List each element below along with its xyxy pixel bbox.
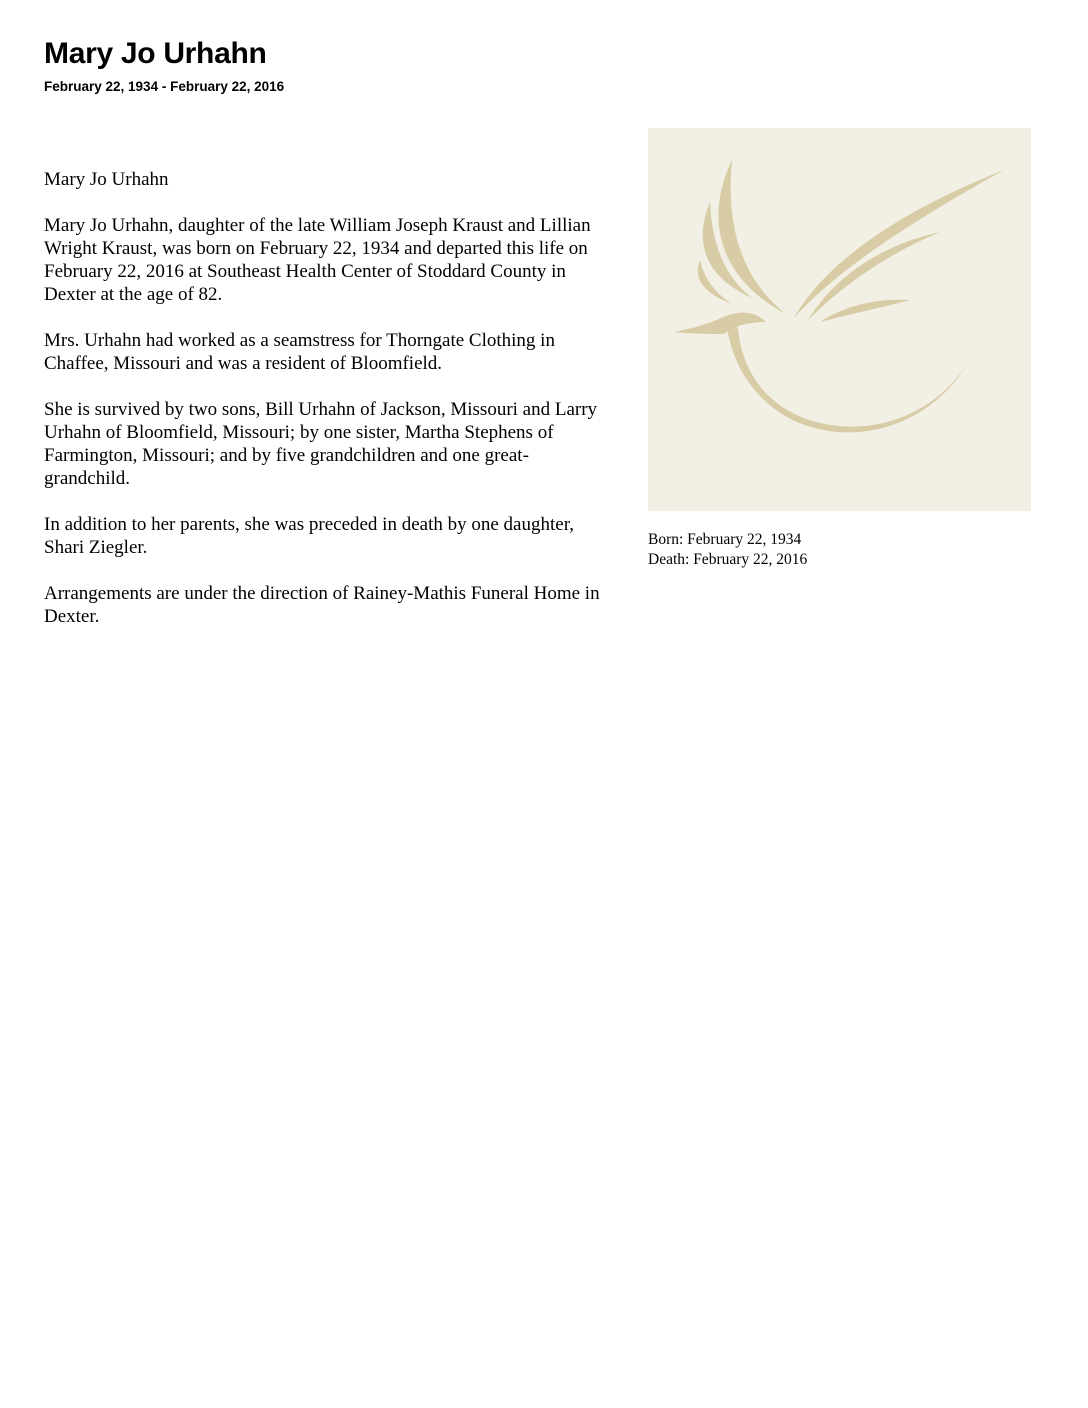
dove-icon xyxy=(648,128,1031,511)
dove-image xyxy=(648,128,1031,511)
obituary-body xyxy=(44,168,614,651)
obituary-heading: Mary Jo Urhahn xyxy=(44,169,169,190)
page-title: Mary Jo Urhahn xyxy=(44,37,267,70)
death-date: Death: February 22, 2016 xyxy=(648,551,808,568)
obituary-paragraph: Mary Jo Urhahn, daughter of the late William Joseph Kraust and Lillian Wright Kraust, was born on February 22, 1934 and departed this life on February 22, 2016 at Southeast Health Center of Stoddard County in Dexter at the age of 82. xyxy=(44,215,591,305)
obituary-paragraph: Mrs. Urhahn had worked as a seamstress for Thorngate Clothing in Chaffee, Missouri and was a resident of Bloomfield. xyxy=(44,330,555,374)
page-date-range: February 22, 1934 - February 22, 2016 xyxy=(44,79,285,94)
born-date: Born: February 22, 1934 xyxy=(648,531,802,548)
obituary-paragraph: Arrangements are under the direction of Rainey-Mathis Funeral Home in Dexter. xyxy=(44,583,600,627)
obituary-paragraph: In addition to her parents, she was preceded in death by one daughter, Shari Ziegler. xyxy=(44,514,575,558)
obituary-paragraph: She is survived by two sons, Bill Urhahn of Jackson, Missouri and Larry Urhahn of Bloomfield, Missouri; by one sister, Martha Stephens of Farmington, Missouri; and by five grandchildren and one great-grandchild. xyxy=(44,399,598,489)
life-dates xyxy=(648,530,1031,570)
